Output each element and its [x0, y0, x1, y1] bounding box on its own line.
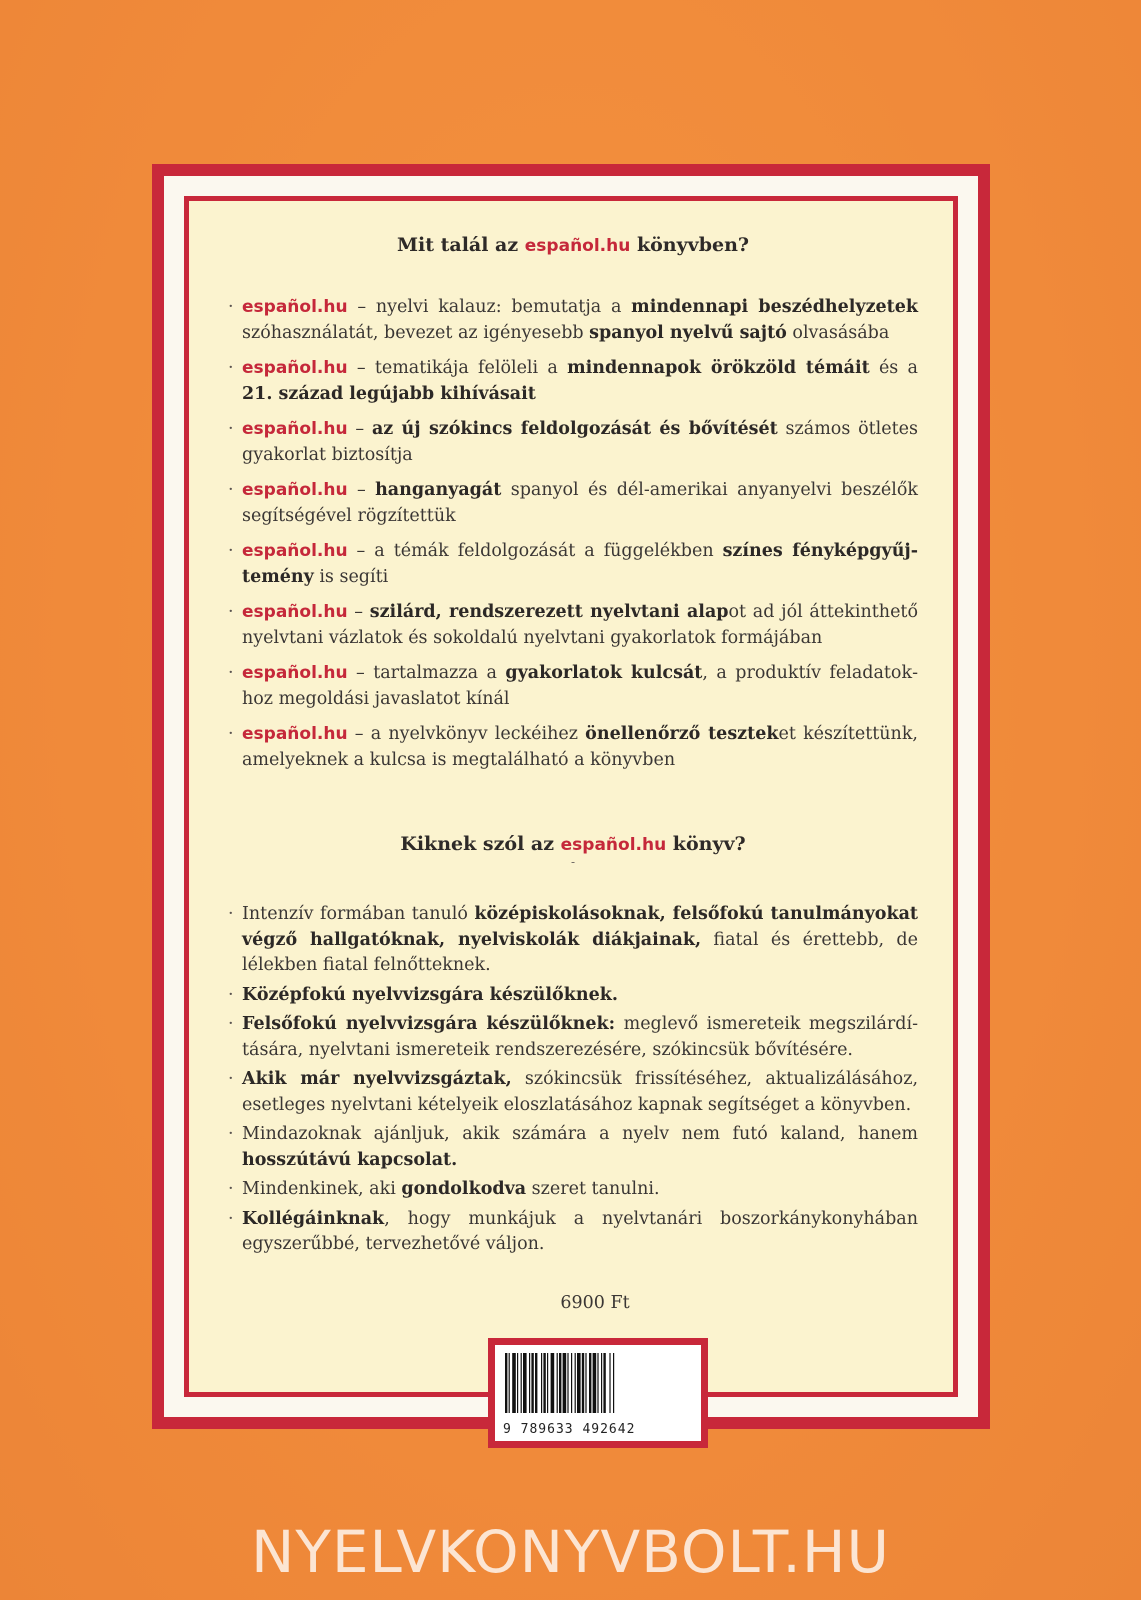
barcode-bar [531, 1353, 533, 1413]
bullet-icon: · [228, 541, 234, 561]
barcode-bar [563, 1353, 567, 1413]
item-text: fiatal és érettebb, de lélekben fiatal felnőtteknek. [242, 929, 918, 975]
barcode-bar [613, 1353, 614, 1413]
list-item [228, 1067, 918, 1118]
list-item [228, 295, 918, 346]
item-text: – tartalmazza a [347, 663, 506, 683]
list-item [228, 902, 918, 979]
bullet-icon: · [228, 358, 234, 378]
barcode-bar [505, 1353, 507, 1413]
emphasis-text: hanganyagát [375, 480, 502, 500]
item-text: – [347, 480, 376, 500]
emphasis-text: spanyol nyelvű sajtó [589, 322, 787, 343]
heading-dash: - [570, 855, 576, 869]
barcode-bar [603, 1353, 605, 1413]
emphasis-text: mindennapok örökzöld témáit [567, 358, 870, 378]
list-item [228, 983, 918, 1009]
barcode-bar [585, 1353, 586, 1413]
brand-name: español.hu [242, 297, 348, 317]
item-text: , a produktív feladatokhoz megoldási javaslatot kínál [242, 663, 918, 709]
barcode-bar [571, 1353, 572, 1413]
list-item [228, 417, 918, 468]
emphasis-text: mindennapi beszédhelyzetek [631, 297, 919, 317]
bullet-icon: · [228, 663, 234, 683]
barcode-bar [512, 1353, 516, 1413]
item-text: Mindazoknak ajánljuk, akik számára a nyelv nem futó kaland, hanem [242, 1124, 918, 1144]
bullet-icon: · [228, 297, 234, 317]
brand-name: español.hu [242, 419, 348, 439]
item-text: – nyelvi kalauz: bemutatja a [347, 297, 632, 317]
emphasis-text: gondolkodva [401, 1179, 527, 1199]
item-text: – tematikája felöleli a [347, 358, 568, 378]
bullet-icon: · [228, 602, 234, 622]
price-label: 6900 Ft [560, 1293, 630, 1313]
brand-name: español.hu [242, 602, 348, 622]
brand-name: español.hu [242, 358, 348, 378]
barcode-bar [523, 1353, 527, 1413]
bullet-icon: · [228, 1124, 234, 1144]
brand-name: español.hu [242, 541, 348, 561]
bullet-icon: · [228, 724, 234, 744]
brand-name: español.hu [242, 724, 348, 744]
barcode-bar [589, 1353, 591, 1413]
item-text: – a nyelvkönyv leckéihez [347, 724, 586, 744]
emphasis-text: középiskolásoknak, felsőfokú tanulmányokat végző hallgatóknak, nyelviskolák diákjainak, [242, 904, 919, 950]
item-text: Intenzív formában tanuló [242, 904, 475, 924]
features-list [228, 295, 918, 773]
bullet-icon: · [228, 480, 234, 500]
item-text: Mindenkinek, aki [242, 1179, 402, 1199]
barcode-bar [551, 1353, 555, 1413]
item-text: is segíti [313, 566, 389, 587]
bullet-icon: · [228, 1208, 234, 1229]
emphasis-text: színes fényképgyűjtemény [242, 541, 919, 587]
emphasis-text: Középfokú nyelvvizsgára készülőknek. [242, 984, 618, 1005]
item-text: et készítettünk, amelyeknek a kulcsa is megtalálható a könyvben [242, 724, 918, 770]
emphasis-text: Akik már nyelvvizsgáztak, [242, 1069, 512, 1089]
section2-heading: Kiknek szól az español.hu könyv? [400, 833, 746, 855]
emphasis-text: önellenőrző tesztek [585, 724, 779, 744]
list-item [228, 600, 918, 651]
bullet-icon: · [228, 419, 234, 439]
barcode-bar [601, 1353, 602, 1413]
item-text: és a [869, 358, 918, 378]
bullet-icon: · [228, 984, 234, 1005]
barcode-bar [577, 1353, 581, 1413]
brand-name: español.hu [242, 663, 348, 683]
list-item [228, 1122, 918, 1173]
brand-name: español.hu [560, 835, 667, 855]
item-text: ot ad jól áttekinthető nyelvtani vázlatok és sokoldalú nyelvtani gyakorlatok formájában [242, 602, 918, 648]
section1-heading: Mit talál az español.hu könyvben? [396, 234, 750, 256]
emphasis-text: Kollégáinknak [242, 1208, 385, 1229]
emphasis-text: szilárd, rendszerezett nyelvtani alap [369, 602, 729, 622]
bullet-icon: · [228, 1069, 234, 1089]
item-text: – [347, 602, 370, 622]
barcode-icon [503, 1353, 693, 1415]
emphasis-text: az új szókincs feldolgozását és bővítését [371, 419, 778, 439]
item-text: – a témák feldolgozását a függelékben [347, 541, 723, 561]
item-text: szóhasználatát, bevezet az igényesebb [242, 322, 590, 343]
barcode-box [488, 1338, 708, 1448]
brand-name: español.hu [524, 236, 631, 256]
list-item [228, 356, 918, 407]
barcode-bar [575, 1353, 576, 1413]
bullet-icon: · [228, 1014, 234, 1034]
barcode-bar [521, 1353, 522, 1413]
barcode-bar [609, 1353, 610, 1413]
barcode-bar [593, 1353, 597, 1413]
item-text: szókincsük frissítéséhez, aktualizálásához, esetleges nyelvtani kételyeik eloszlatásához kapnak segítséget a könyvben. [242, 1069, 919, 1115]
item-text: , hogy munkájuk a nyelvtanári boszorkánykonyhában egyszerűbbé, tervezhetővé váljon. [242, 1208, 918, 1254]
list-item [228, 1207, 918, 1258]
barcode-bar [567, 1353, 568, 1413]
back-cover-text [228, 232, 918, 1262]
item-text: olvasásába [786, 322, 890, 343]
list-item [228, 661, 918, 712]
item-text: szeret tanulni. [526, 1179, 660, 1199]
emphasis-text: Felsőfokú nyelvvizsgára készülőknek: [242, 1014, 616, 1034]
emphasis-text: hosszútávú kapcsolat. [242, 1149, 458, 1170]
list-item [228, 1177, 918, 1203]
barcode-bar [529, 1353, 530, 1413]
bullet-icon: · [228, 904, 234, 924]
item-text: számos ötletes gyakorlat biztosítja [242, 419, 918, 465]
emphasis-text: 21. század legújabb kihívásait [242, 383, 536, 404]
barcode-bar [517, 1353, 518, 1413]
barcode-bar [541, 1353, 542, 1413]
barcode-bar [597, 1353, 598, 1413]
barcode-bar [582, 1353, 584, 1413]
barcode-bar [543, 1353, 545, 1413]
barcode-bar [509, 1353, 510, 1413]
item-text: meglevő ismereteik megszilárdítására, nyelvtani ismereteik rendszerezésére, szókincsük bővítésére. [242, 1014, 918, 1060]
barcode-bar [557, 1353, 558, 1413]
audience-list [228, 902, 918, 1258]
list-item [228, 1012, 918, 1063]
watermark-text: NYELVKONYVBOLT.HU [251, 1518, 890, 1586]
barcode-bar [535, 1353, 537, 1413]
item-text: spanyol és dél-amerikai anyanyelvi beszélők segítségével rögzítettük [242, 480, 918, 526]
brand-name: español.hu [242, 480, 348, 500]
barcode-bar [547, 1353, 548, 1413]
item-text: – [347, 419, 372, 439]
list-item [228, 539, 918, 590]
list-item [228, 722, 918, 773]
list-item [228, 478, 918, 529]
isbn-number: 9 789633 492642 [503, 1422, 636, 1437]
bullet-icon: · [228, 1179, 234, 1199]
emphasis-text: gyakorlatok kulcsát [505, 663, 703, 683]
barcode-bar [559, 1353, 561, 1413]
